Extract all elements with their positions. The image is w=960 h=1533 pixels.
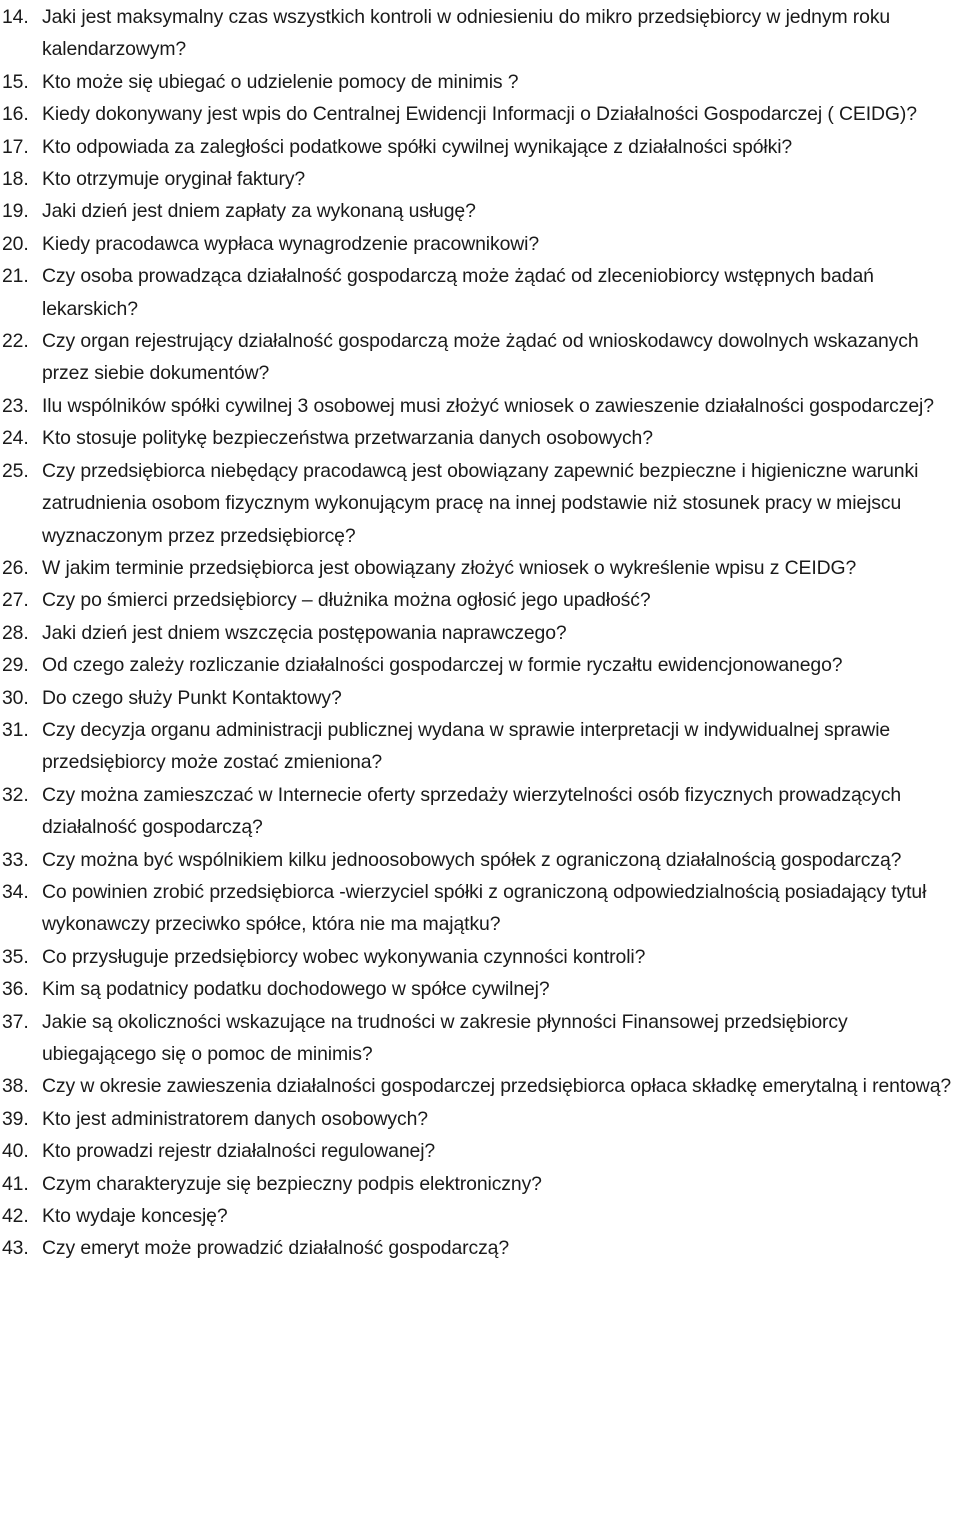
question-text: Ilu wspólników spółki cywilnej 3 osobowej musi złożyć wniosek o zawieszenie działalności gospodarczej? bbox=[42, 394, 934, 417]
question-text: Kto stosuje politykę bezpieczeństwa przetwarzania danych osobowych? bbox=[42, 427, 653, 450]
question-number: 19. bbox=[2, 200, 29, 223]
question-text: W jakim terminie przedsiębiorca jest obowiązany złożyć wniosek o wykreślenie wpisu z CEIDG? bbox=[42, 556, 857, 579]
question-text: Co powinien zrobić przedsiębiorca -wierzyciel spółki z ograniczoną odpowiedzialnością posiadający tytuł wykonawczy przeciwko spółce, która nie ma majątku? bbox=[42, 880, 927, 936]
question-text: Czy można być wspólnikiem kilku jednoosobowych spółek z ograniczoną działalnością gospodarczą? bbox=[42, 848, 902, 871]
question-item bbox=[0, 163, 960, 195]
question-number: 35. bbox=[2, 945, 29, 968]
question-number: 36. bbox=[2, 978, 29, 1001]
question-item bbox=[0, 260, 960, 325]
question-text: Co przysługuje przedsiębiorcy wobec wykonywania czynności kontroli? bbox=[42, 945, 646, 968]
question-number: 30. bbox=[2, 686, 29, 709]
question-number: 16. bbox=[2, 103, 29, 126]
question-number: 32. bbox=[2, 783, 29, 806]
question-item bbox=[0, 66, 960, 98]
question-item bbox=[0, 455, 960, 552]
question-text: Jaki jest maksymalny czas wszystkich kontroli w odniesieniu do mikro przedsiębiorcy w jednym roku kalendarzowym? bbox=[42, 6, 891, 61]
question-number: 29. bbox=[2, 654, 29, 677]
question-number: 31. bbox=[2, 718, 29, 741]
question-item bbox=[0, 649, 960, 681]
question-text: Do czego służy Punkt Kontaktowy? bbox=[42, 686, 342, 709]
question-item bbox=[0, 844, 960, 876]
question-text: Jaki dzień jest dniem wszczęcia postępowania naprawczego? bbox=[42, 621, 567, 644]
question-item bbox=[0, 1, 960, 66]
question-text: Czy emeryt może prowadzić działalność gospodarczą? bbox=[42, 1237, 510, 1260]
question-item bbox=[0, 131, 960, 163]
question-item bbox=[0, 422, 960, 454]
question-item bbox=[0, 1135, 960, 1167]
question-number: 20. bbox=[2, 232, 29, 255]
question-item bbox=[0, 876, 960, 941]
question-item bbox=[0, 584, 960, 616]
question-number: 39. bbox=[2, 1107, 29, 1130]
question-text: Czy decyzja organu administracji publicznej wydana w sprawie interpretacji w indywidualnej sprawie przedsiębiorcy może zostać zmieniona? bbox=[42, 718, 891, 774]
question-item bbox=[0, 98, 960, 130]
question-number: 15. bbox=[2, 70, 29, 93]
question-item bbox=[0, 714, 960, 779]
question-number: 21. bbox=[2, 265, 29, 288]
question-text: Kim są podatnicy podatku dochodowego w spółce cywilnej? bbox=[42, 978, 550, 1001]
question-number: 42. bbox=[2, 1205, 29, 1228]
question-item bbox=[0, 195, 960, 227]
question-item bbox=[0, 1200, 960, 1232]
question-text: Kiedy dokonywany jest wpis do Centralnej Ewidencji Informacji o Działalności Gospodarczej ( CEIDG)? bbox=[42, 103, 917, 126]
question-item bbox=[0, 1006, 960, 1071]
question-text: Kiedy pracodawca wypłaca wynagrodzenie pracownikowi? bbox=[42, 232, 540, 255]
question-text: Czy przedsiębiorca niebędący pracodawcą jest obowiązany zapewnić bezpieczne i higieniczne warunki zatrudnienia osobom fizycznym wykonującym pracę na innej podstawie niż stosunek pracy w miejscu wyznaczonym przez przedsiębiorcę? bbox=[42, 459, 919, 547]
question-item bbox=[0, 941, 960, 973]
question-item bbox=[0, 779, 960, 844]
question-item bbox=[0, 682, 960, 714]
question-text: Czym charakteryzuje się bezpieczny podpis elektroniczny? bbox=[42, 1172, 542, 1195]
question-number: 24. bbox=[2, 427, 29, 450]
question-number: 28. bbox=[2, 621, 29, 644]
question-text: Kto jest administratorem danych osobowych? bbox=[42, 1107, 428, 1130]
question-item bbox=[0, 228, 960, 260]
question-text: Jaki dzień jest dniem zapłaty za wykonaną usługę? bbox=[42, 200, 476, 223]
question-number: 34. bbox=[2, 880, 29, 903]
question-text: Czy w okresie zawieszenia działalności gospodarczej przedsiębiorca opłaca składkę emerytalną i rentową? bbox=[42, 1075, 952, 1098]
question-number: 37. bbox=[2, 1010, 29, 1033]
question-item bbox=[0, 325, 960, 390]
question-text: Czy można zamieszczać w Internecie oferty sprzedaży wierzytelności osób fizycznych prowadzących działalność gospodarczą? bbox=[42, 783, 902, 839]
question-number: 43. bbox=[2, 1237, 29, 1260]
question-item bbox=[0, 1103, 960, 1135]
question-item bbox=[0, 617, 960, 649]
question-item bbox=[0, 1070, 960, 1102]
question-number: 27. bbox=[2, 589, 29, 612]
question-text: Kto otrzymuje oryginał faktury? bbox=[42, 168, 306, 191]
question-item bbox=[0, 1168, 960, 1200]
question-item bbox=[0, 390, 960, 422]
question-number: 38. bbox=[2, 1075, 29, 1098]
question-text: Od czego zależy rozliczanie działalności gospodarczej w formie ryczałtu ewidencjonowanego? bbox=[42, 654, 843, 677]
question-text: Kto wydaje koncesję? bbox=[42, 1205, 228, 1228]
question-text: Kto prowadzi rejestr działalności regulowanej? bbox=[42, 1140, 436, 1163]
question-number: 41. bbox=[2, 1172, 29, 1195]
question-number: 26. bbox=[2, 556, 29, 579]
question-text: Czy organ rejestrujący działalność gospodarczą może żądać od wnioskodawcy dowolnych wskazanych przez siebie dokumentów? bbox=[42, 330, 919, 385]
question-item bbox=[0, 973, 960, 1005]
question-number: 40. bbox=[2, 1140, 29, 1163]
question-item bbox=[0, 552, 960, 584]
question-number: 23. bbox=[2, 394, 29, 417]
question-text: Czy osoba prowadząca działalność gospodarczą może żądać od zleceniobiorcy wstępnych badań lekarskich? bbox=[42, 265, 874, 320]
question-number: 22. bbox=[2, 330, 29, 353]
question-number: 14. bbox=[2, 6, 29, 28]
question-text: Jakie są okoliczności wskazujące na trudności w zakresie płynności Finansowej przedsiębiorcy ubiegającego się o pomoc de minimis? bbox=[42, 1010, 848, 1065]
question-text: Kto może się ubiegać o udzielenie pomocy de minimis ? bbox=[42, 70, 519, 93]
question-number: 17. bbox=[2, 135, 29, 158]
question-text: Czy po śmierci przedsiębiorcy – dłużnika można ogłosić jego upadłość? bbox=[42, 589, 651, 612]
question-number: 25. bbox=[2, 459, 29, 482]
question-text: Kto odpowiada za zaległości podatkowe spółki cywilnej wynikające z działalności spółki? bbox=[42, 135, 793, 158]
question-item bbox=[0, 1232, 960, 1264]
question-number: 33. bbox=[2, 848, 29, 871]
question-number: 18. bbox=[2, 168, 29, 191]
